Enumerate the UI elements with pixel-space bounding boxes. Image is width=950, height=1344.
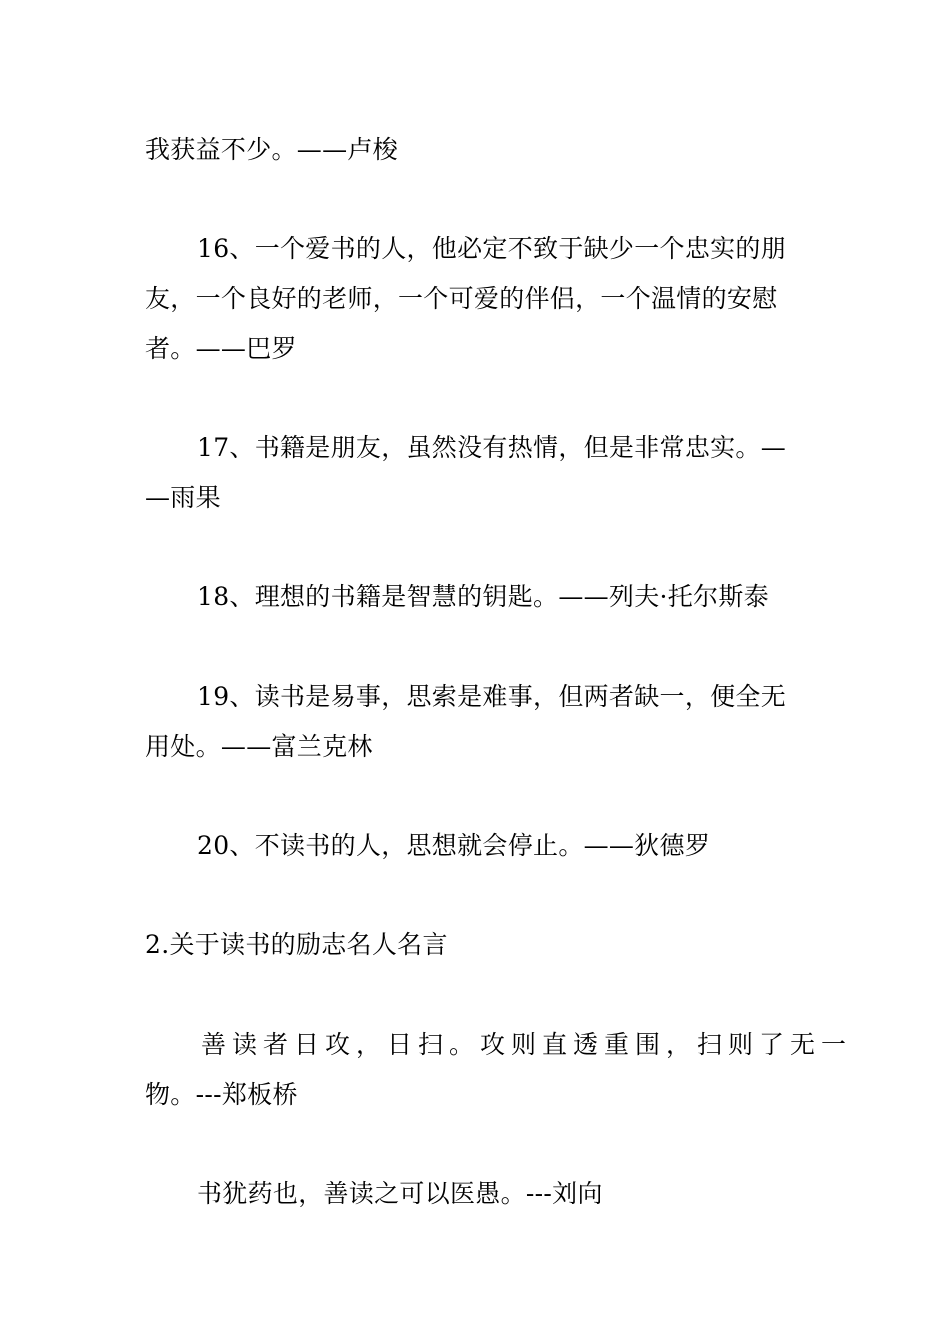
text-line-1: 我获益不少。——卢梭 xyxy=(145,135,399,164)
text-line-7: 18、理想的书籍是智慧的钥匙。——列夫·托尔斯泰 xyxy=(197,582,769,611)
text-line-10: 20、不读书的人，思想就会停止。——狄德罗 xyxy=(197,831,711,860)
text-line-6: —雨果 xyxy=(145,483,221,512)
text-line-9: 用处。——富兰克林 xyxy=(145,732,373,761)
text-line-8: 19、读书是易事，思索是难事，但两者缺一，便全无 xyxy=(197,682,787,711)
text-line-12: 善读者日攻，日扫。攻则直透重围，扫则了无一 xyxy=(201,1030,853,1059)
text-line-14: 书犹药也，善读之可以医愚。---刘向 xyxy=(197,1179,603,1208)
text-line-5: 17、书籍是朋友，虽然没有热情，但是非常忠实。— xyxy=(197,433,787,462)
text-line-3: 友，一个良好的老师，一个可爱的伴侣，一个温情的安慰 xyxy=(145,284,778,313)
text-line-4: 者。——巴罗 xyxy=(145,334,297,363)
text-line-13: 物。---郑板桥 xyxy=(145,1080,298,1109)
text-line-2: 16、一个爱书的人，他必定不致于缺少一个忠实的朋 xyxy=(197,234,787,263)
section-heading: 2.关于读书的励志名人名言 xyxy=(145,930,448,959)
